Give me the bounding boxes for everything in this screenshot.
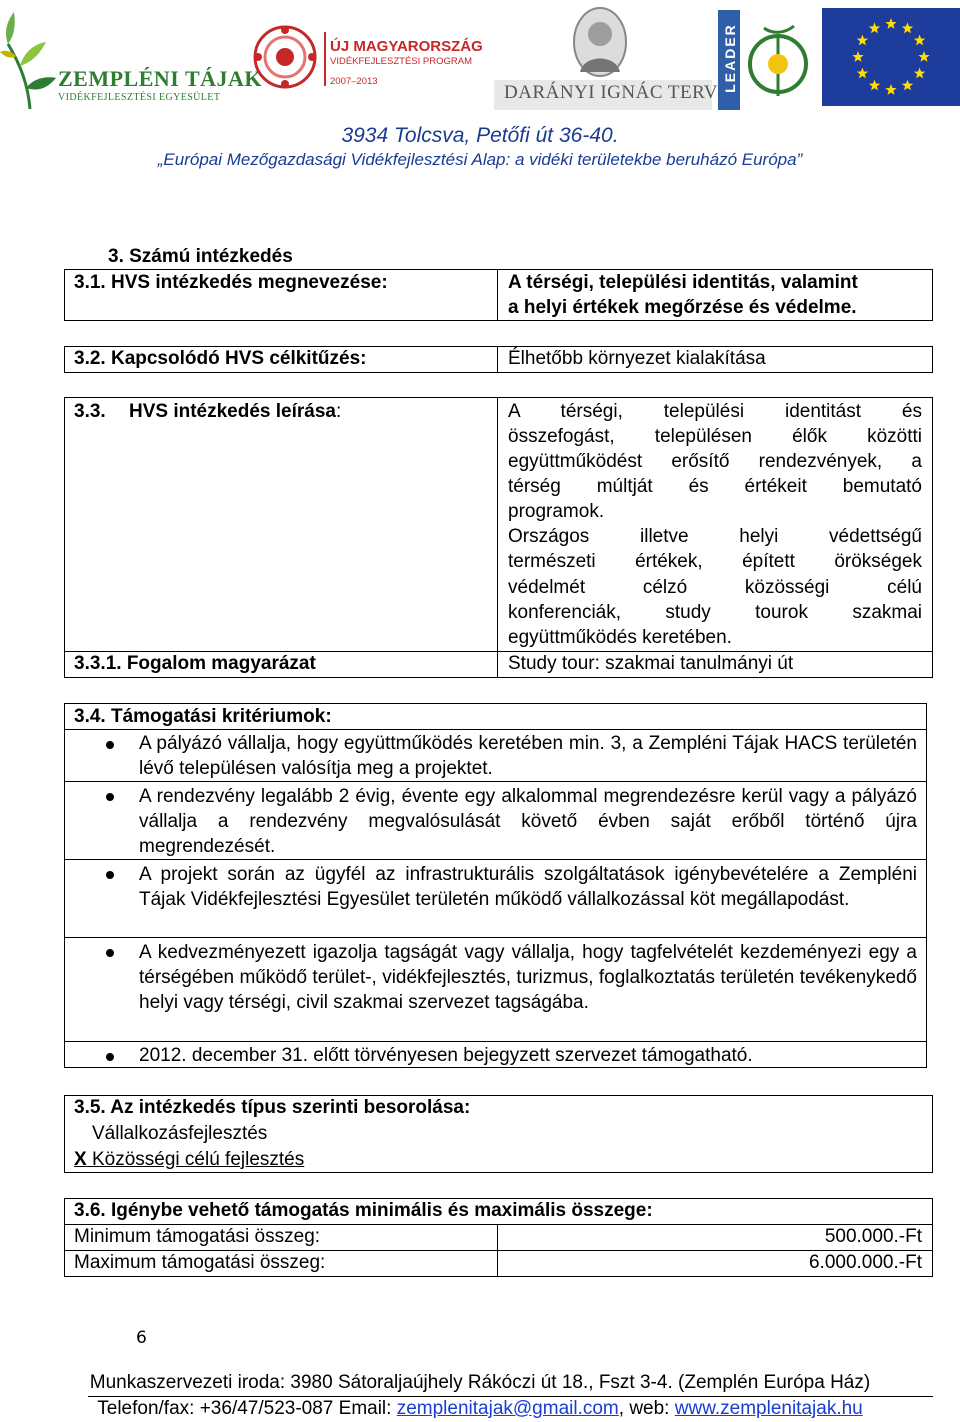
s34-criterion: A projekt során az ügyfél az infrastrukturális szolgáltatások igénybevételére a Zempléni Tájak Vidékfejlesztési Egyesület területén működő vállalkozással köt megállapodást. [139,864,917,910]
s34-criterion: A kedvezményezett igazolja tagságát vagy vállalja, hogy tagfelvételét kezdeményezi egy a térségében működő terület-, vidékfejlesztés, turizmus, foglalkoztatás területén tevékenykedő helyi vagy térségi, civil szakmai szervezet tagságába. [139,942,917,1013]
eu-star-icon [914,35,925,46]
zempleni-tajak-title: ZEMPLÉNI TÁJAK [58,66,263,91]
s35-title: 3.5. Az intézkedés típus szerinti besorolása: [74,1097,471,1118]
s34-criterion: A rendezvény legalább 2 évig, évente egy alkalommal megrendezésre kerül vagy a pályázó vállalja a rendezvény megvalósulását követő évben saját erőből történő újra megrendezését. [139,786,917,857]
eu-star-icon [869,22,880,33]
leaf-icon [0,4,60,114]
s31-value-line2: a helyi értékek megőrzése és védelme. [508,297,857,318]
footer-divider [88,1396,933,1397]
eu-stars-icon [822,8,960,106]
flower-icon [250,22,320,92]
bullet-icon [106,871,114,879]
s31-value-line1: A térségi, települési identitás, valamint [508,272,858,293]
zempleni-tajak-logo [0,0,263,118]
footer-web-link[interactable]: www.zemplenitajak.hu [674,1398,863,1419]
s33-line: Országos illetve helyi védettségű [508,526,922,548]
s33-line: védelmét célzó közösségi célú [508,576,922,598]
s35-option-2-label: Közösségi célú fejlesztés [91,1149,305,1170]
s36-min-label: Minimum támogatási összeg: [74,1226,321,1247]
page-number: 6 [136,1328,147,1348]
eu-star-icon [902,80,913,91]
s33-label-colon: : [335,401,342,422]
eu-star-icon [857,35,868,46]
daranyi-ignac-terv-logo [494,0,719,112]
eu-star-icon [918,51,929,62]
s33-label-cell [64,397,498,652]
s36-max-value: 6.000.000.-Ft [808,1252,922,1273]
uj-magyarorszag-years: 2007–2013 [330,76,378,87]
eu-star-icon [869,80,880,91]
s33-line-last: együttműködés keretében. [508,626,732,648]
s33-line-last: programok. [508,501,605,523]
zempleni-tajak-subtitle: VIDÉKFEJLESZTÉSI EGYESÜLET [58,92,221,103]
bullet-icon [106,1053,114,1061]
s33-label-num: 3.3. [74,401,106,422]
s36-max-label: Maximum támogatási összeg: [74,1252,326,1273]
s33-line: összefogást, településen élők közötti [508,426,922,448]
section-title: 3. Számú intézkedés [108,246,293,267]
portrait-icon [572,6,628,78]
s33-line: A térségi, települési identitást és [508,401,922,422]
eu-star-icon [902,22,913,33]
footer-phone: Telefon/fax: +36/47/523-087 Email: [97,1398,397,1419]
footer-email-link[interactable]: zemplenitajak@gmail.com [396,1398,619,1419]
eu-star-icon [885,18,896,29]
header-fund-line: „Európai Mezőgazdasági Vidékfejlesztési Alap: a vidéki területekbe beruházó Európa” [157,150,803,169]
uj-magyarorszag-logo [244,18,483,98]
s31-label: 3.1. HVS intézkedés megnevezése: [74,272,388,293]
logo-divider [324,32,326,86]
s34-criterion: 2012. december 31. előtt törvényesen bejegyzett szervezet támogatható. [139,1045,753,1066]
s36-min-value: 500.000.-Ft [824,1226,922,1247]
eu-star-icon [885,84,896,95]
s34-criterion: A pályázó vállalja, hogy együttműködés keretében min. 3, a Zempléni Tájak HACS területén lévő településen valósítja meg a projektet. [139,733,917,779]
footer-office: Munkaszervezeti iroda: 3980 Sátoraljaújhely Rákóczi út 18., Fszt 3-4. (Zemplén Európa Ház) [89,1372,871,1393]
eu-flag-icon [822,8,960,106]
s32-label: 3.2. Kapcsolódó HVS célkitűzés: [74,348,367,369]
s34-title: 3.4. Támogatási kritériumok: [74,706,332,727]
leader-emblem-icon [744,18,814,104]
bullet-icon [106,793,114,801]
s331-value: Study tour: szakmai tanulmányi út [508,653,794,674]
footer-contact [0,1398,960,1420]
s33-line: együttműködést erősítő rendezvények, a [508,451,922,473]
s33-line: térség múltját és értékeit bemutató [508,476,922,498]
uj-magyarorszag-subtitle: VIDÉKFEJLESZTÉSI PROGRAM [330,56,472,67]
footer-web-prefix: , web: [618,1398,675,1419]
bullet-icon [106,949,114,957]
s33-description [508,399,922,650]
s35-option-2-mark: X [74,1149,87,1170]
s33-line: konferenciák, study tourok szakmai [508,601,922,623]
s32-value: Élhetőbb környezet kialakítása [508,348,766,369]
s35-option-2 [74,1147,304,1172]
s35-option-1: Vállalkozásfejlesztés [92,1123,268,1144]
daranyi-title: DARÁNYI IGNÁC TERV [504,82,719,103]
s331-label: 3.3.1. Fogalom magyarázat [74,653,316,674]
s33-line: természeti értékek, épített örökségek [508,551,922,573]
eu-star-icon [852,51,863,62]
leader-title: LEADER [722,23,738,93]
leader-logo [718,10,816,110]
s33-label-bold: HVS intézkedés leírása [128,401,336,422]
eu-star-icon [857,68,868,79]
bullet-icon [106,741,114,749]
header-address: 3934 Tolcsva, Petőfi út 36-40. [341,124,619,147]
s33-label [74,399,341,424]
eu-star-icon [914,68,925,79]
uj-magyarorszag-title: ÚJ MAGYARORSZÁG [330,38,483,55]
s36-title: 3.6. Igénybe vehető támogatás minimális és maximális összege: [74,1200,653,1221]
